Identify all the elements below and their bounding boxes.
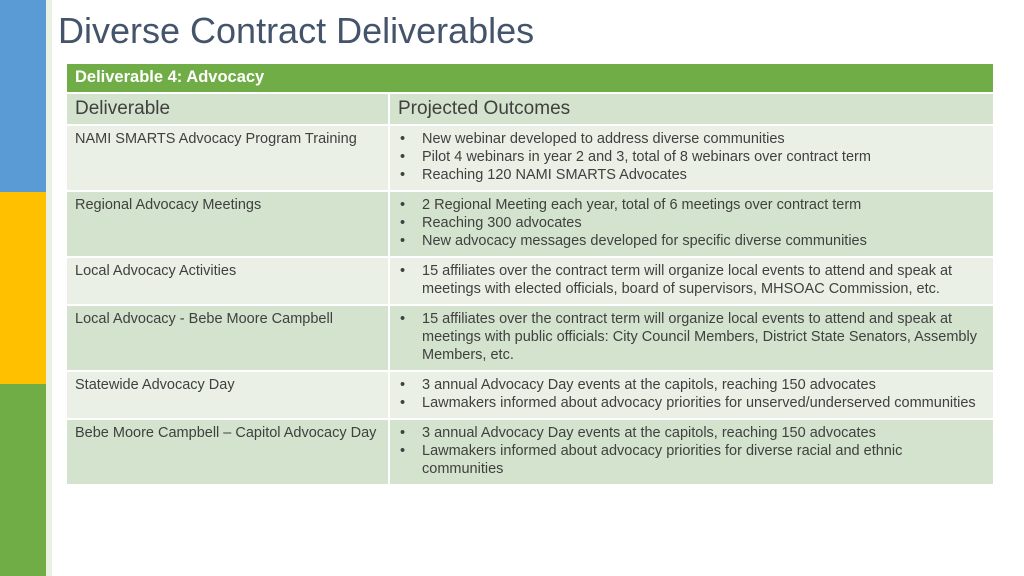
- outcome-item: • Reaching 120 NAMI SMARTS Advocates: [398, 166, 985, 184]
- page-title: Diverse Contract Deliverables: [58, 10, 535, 51]
- section-header-row: [66, 63, 994, 93]
- outcomes-cell: [389, 191, 994, 257]
- outcome-item: • New advocacy messages developed for specific diverse communities: [398, 232, 985, 250]
- side-bar-green-segment: [0, 384, 46, 576]
- outcomes-list: [398, 376, 985, 412]
- deliverable-cell: Local Advocacy Activities: [66, 257, 389, 305]
- table-row: [66, 125, 994, 191]
- outcomes-cell: [389, 419, 994, 485]
- deliverable-cell: Bebe Moore Campbell – Capitol Advocacy Day: [66, 419, 389, 485]
- deliverables-table: [65, 62, 995, 486]
- outcomes-list: [398, 130, 985, 184]
- deliverable-cell: NAMI SMARTS Advocacy Program Training: [66, 125, 389, 191]
- side-bar-blue-segment: [0, 0, 46, 192]
- outcomes-cell: [389, 125, 994, 191]
- outcome-item: • 3 annual Advocacy Day events at the capitols, reaching 150 advocates: [398, 424, 985, 442]
- deliverable-cell: Regional Advocacy Meetings: [66, 191, 389, 257]
- outcome-item: • Lawmakers informed about advocacy priorities for unserved/underserved communities: [398, 394, 985, 412]
- outcome-item: • 15 affiliates over the contract term will organize local events to attend and speak at meetings with elected officials, board of supervisors, MHSOAC Commission, etc.: [398, 262, 985, 298]
- table-row: [66, 191, 994, 257]
- table-row: [66, 305, 994, 371]
- side-color-bar: [0, 0, 46, 576]
- table-row: [66, 257, 994, 305]
- column-header-deliverable: Deliverable: [66, 93, 389, 125]
- outcomes-cell: [389, 305, 994, 371]
- column-header-row: [66, 93, 994, 125]
- outcomes-list: [398, 310, 985, 364]
- deliverable-cell: Local Advocacy - Bebe Moore Campbell: [66, 305, 389, 371]
- outcome-item: • New webinar developed to address diverse communities: [398, 130, 985, 148]
- deliverable-cell: Statewide Advocacy Day: [66, 371, 389, 419]
- outcome-item: • 3 annual Advocacy Day events at the capitols, reaching 150 advocates: [398, 376, 985, 394]
- outcome-item: • 2 Regional Meeting each year, total of 6 meetings over contract term: [398, 196, 985, 214]
- outcome-item: • Lawmakers informed about advocacy priorities for diverse racial and ethnic communities: [398, 442, 985, 478]
- outcomes-cell: [389, 371, 994, 419]
- outcomes-list: [398, 424, 985, 478]
- table-row: [66, 419, 994, 485]
- outcome-item: • 15 affiliates over the contract term will organize local events to attend and speak at meetings with public officials: City Council Members, District State Senators, Assembly Members, etc.: [398, 310, 985, 364]
- outcomes-list: [398, 262, 985, 298]
- outcome-item: • Pilot 4 webinars in year 2 and 3, total of 8 webinars over contract term: [398, 148, 985, 166]
- outcomes-list: [398, 196, 985, 250]
- table-row: [66, 371, 994, 419]
- outcomes-cell: [389, 257, 994, 305]
- section-header: Deliverable 4: Advocacy: [66, 63, 994, 93]
- outcome-item: • Reaching 300 advocates: [398, 214, 985, 232]
- side-bar-yellow-segment: [0, 192, 46, 384]
- column-header-outcomes: Projected Outcomes: [389, 93, 994, 125]
- side-bar-edge: [46, 0, 52, 576]
